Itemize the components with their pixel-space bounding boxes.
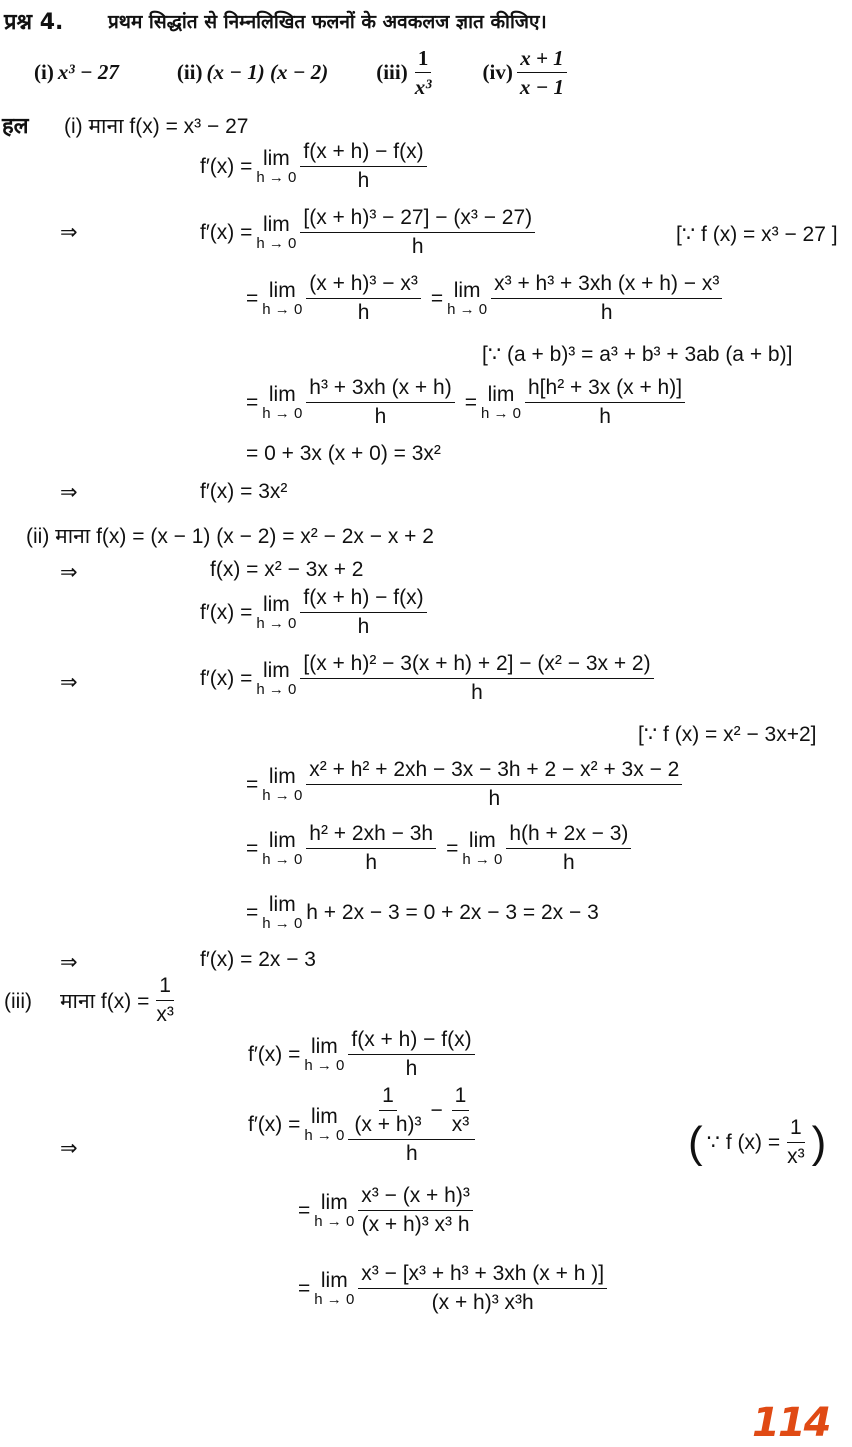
question-label: प्रश्न 4. — [4, 10, 64, 35]
p1-line5: = 0 + 3x (x + 0) = 3x² — [246, 442, 441, 465]
p2-line3: = lim h → 0 $\frac{\text{x² + h² + 2xh − 3x − 3h + 2 − x² + 3x − 2}}{h}$ — [246, 758, 682, 811]
arrow-icon: ⇒ — [60, 1137, 78, 1160]
p3-note: ( ∵ f (x) = $\frac{1}{\text{x³}}$ ) — [688, 1116, 827, 1168]
part-label-ii: (ii) — [176, 60, 203, 84]
arrow-icon: ⇒ — [60, 951, 78, 974]
p2-line0: f(x) = x² − 3x + 2 — [210, 558, 364, 581]
part-frac-iv: $\frac{x + 1}{x - 1}$ — [517, 46, 567, 99]
p1-intro: (i) माना f(x) = x³ − 27 — [64, 115, 249, 138]
part-label-iv: (iv) — [482, 60, 513, 84]
p3-line4: = lim h → 0 $\frac{\text{x³ − [x³ + h³ + 3xh (x + h )]}}{\text{(x + h)³ x³h}}$ — [298, 1262, 607, 1315]
p3-label: (iii) — [4, 990, 32, 1013]
arrow-icon: ⇒ — [60, 671, 78, 694]
part-label-iii: (iii) — [376, 60, 408, 84]
part-label-i: (i) — [34, 60, 54, 84]
part-frac-iii: $\frac{1}{\text{x³}}$ — [414, 46, 432, 99]
arrow-icon: ⇒ — [60, 481, 78, 504]
solution-label: हल — [2, 114, 29, 139]
p1-result: f′(x) = 3x² — [200, 480, 288, 503]
p1-note1: [∵ f (x) = x³ − 27 ] — [676, 223, 838, 246]
p2-line2: f′(x) = lim h → 0 $\frac{\text{[(x + h)² − 3(x + h) + 2] − (x² − 3x + 2)}}{h}$ — [200, 652, 654, 705]
p2-line1: f′(x) = lim h → 0 $\frac{f(x + h) - f(x)}{h}$ — [200, 586, 427, 639]
p2-note: [∵ f (x) = x² − 3x+2] — [638, 723, 817, 746]
p3-line3: = lim h → 0 $\frac{\text{x³ − (x + h)³}}{\text{(x + h)³ x³ h}}$ — [298, 1184, 473, 1237]
p1-line1: f′(x) = lim h → 0 $\frac{f(x + h) - f(x)}{h}$ — [200, 140, 427, 193]
question-parts — [34, 46, 567, 99]
p1-line2: f′(x) = lim h → 0 $\frac{\text{[(x + h)³ − 27] − (x³ − 27)}}{h}$ — [200, 206, 535, 259]
arrow-icon: ⇒ — [60, 561, 78, 584]
page-number: 114 — [752, 1400, 830, 1446]
p1-line4: = lim h → 0 $\frac{\text{h³ + 3xh (x + h)}}{h}$ = lim h → 0 $\frac{\text{h[h² + 3x (x + h)]}}{h}$ — [246, 376, 685, 429]
p3-line1: f′(x) = lim h → 0 $\frac{f(x + h) - f(x)}{h}$ — [248, 1028, 475, 1081]
part-expr-ii: (x − 1) (x − 2) — [206, 60, 329, 84]
part-expr-i: x³ − 27 — [57, 60, 119, 84]
p2-line4: = lim h → 0 $\frac{\text{h² + 2xh − 3h}}{h}$ = lim h → 0 $\frac{h(h + 2x - 3)}{h}$ — [246, 822, 631, 875]
p2-line5: = lim h → 0 h + 2x − 3 = 0 + 2x − 3 = 2x − 3 — [246, 893, 599, 932]
arrow-icon: ⇒ — [60, 221, 78, 244]
p1-line3: = lim h → 0 $\frac{\text{(x + h)³ − x³}}{h}$ = lim h → 0 $\frac{\text{x³ + h³ + 3xh (x + h) − x³}}{h}$ — [246, 272, 722, 325]
p1-note2: [∵ (a + b)³ = a³ + b³ + 3ab (a + b)] — [482, 343, 793, 366]
p2-result: f′(x) = 2x − 3 — [200, 948, 316, 971]
p3-intro: माना f(x) = $\frac{1}{\text{x³}}$ — [60, 974, 174, 1026]
p3-line2: f′(x) = lim h → 0 $\frac{1}{\text{(x + h)³}}$ − $\frac{1}{\text{x³}}$ h — [248, 1084, 475, 1166]
question-text: प्रथम सिद्धांत से निम्नलिखित फलनों के अवकलज ज्ञात कीजिए। — [108, 11, 547, 33]
p2-intro: (ii) माना f(x) = (x − 1) (x − 2) = x² − 2x − x + 2 — [26, 525, 434, 548]
